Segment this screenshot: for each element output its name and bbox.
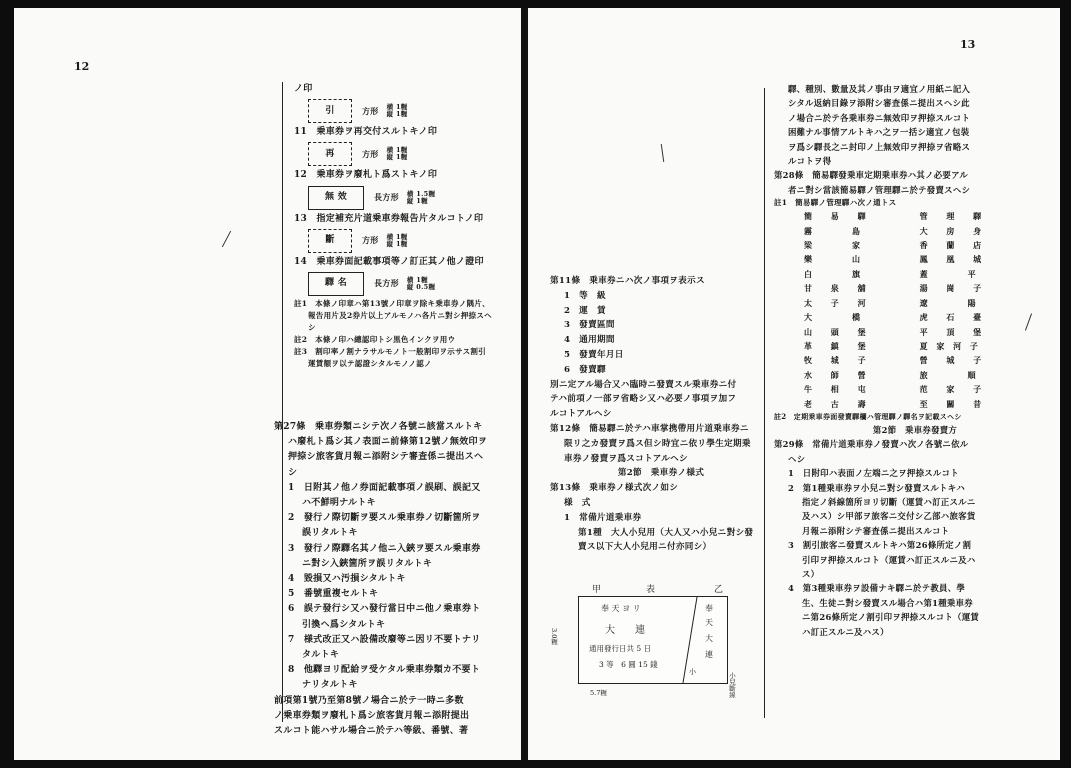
ticket-side-child: 小	[689, 668, 696, 676]
ticket-line2: 大 連	[605, 625, 645, 636]
stamp-row-14	[308, 270, 520, 298]
ticket-label-otsu: 乙	[714, 585, 724, 595]
stamp-box: 引	[308, 99, 352, 123]
ticket-label-kou: 甲	[592, 585, 602, 595]
stamp-box: 無 效	[308, 186, 364, 210]
item-number: 13	[294, 213, 308, 224]
stamp-box: 再	[308, 142, 352, 166]
ticket-side-1: 奉	[705, 604, 713, 613]
left-page	[14, 8, 524, 760]
item-number: 14	[294, 256, 308, 267]
stamp-shape: 長方形	[374, 192, 399, 202]
section-title: 第2節 乗車券ノ様式	[617, 468, 705, 479]
stamp-title: 乗車券ヲ廢札ト爲ストキノ印	[316, 170, 438, 181]
pencil-mark	[222, 231, 231, 247]
ticket-side-2: 天	[705, 618, 713, 627]
stamp-row-12	[308, 184, 520, 212]
article-27: 第27條 乗車券類ニシテ次ノ各號ニ該當スルトキ ハ廢札ト爲シ其ノ表面ニ前條第12號ノ無效印ヲ 押捺シ旅客貨月報ニ添附シテ審査係ニ提出スヘ シ 1 日附其ノ他ノ券面記載事項ノ誤刷、誤記又 ハ不鮮明ナルトキ 2 發行ノ際切斷ヲ要スル乗車券ノ切斷箇所ヲ 誤リタルトキ 3 發行ノ際驛名其ノ他ニ入鋏ヲ要スル乗車券 ニ對シ入鋏箇所ヲ誤リタルトキ 4 毀損又ハ汚損シタルトキ 5 番號重複セルトキ 6 誤テ發行シ又ハ發行當日中ニ他ノ乗車券ト 引換ヘ爲シタルトキ 7 様式改正又ハ設備改廢等ニ因リ不要トナリ タルトキ 8 他驛ヨリ配給ヲ受ケタル乗車券類カ不要ト ナリタルトキ 前項第1號乃至第8號ノ場合ニ於テ一時ニ多数 ノ乗車券類ヲ廢札ト爲シ旅客貨月報ニ添附提出 スルコト能ハサル場合ニ於テハ等級、番號、著	[274, 420, 522, 739]
stamp-row-13	[308, 227, 520, 255]
stamp-dims: 横 1糎 縦 1糎	[386, 232, 408, 248]
ticket-height-label: 3.0糎	[550, 628, 558, 645]
stamp-title: 指定補充片道乗車券報告片タルコトノ印	[316, 213, 484, 224]
stamp-row-11	[308, 140, 520, 168]
stamp-box: 斷	[308, 229, 352, 253]
stamp-title: 乗車券ヲ再交付スルトキノ印	[316, 127, 438, 138]
ticket-label-omote: 表	[646, 585, 656, 595]
page-number-right: 13	[960, 38, 976, 51]
section-2-title: 第2節 乗車券發賣方	[872, 424, 958, 435]
right-page	[528, 8, 1060, 760]
stamp-dims: 横 1.5糎 縦 1糎	[406, 189, 436, 205]
top-line: ノ印	[294, 84, 313, 94]
article-27-list: 1 日附其ノ他ノ券面記載事項ノ誤刷、誤記又 ハ不鮮明ナルトキ 2 發行ノ際切斷ヲ要スル乗車券ノ切斷箇所ヲ 誤リタルトキ 3 發行ノ際驛名其ノ他ニ入鋏ヲ要スル乗車券 ニ對シ入鋏箇所ヲ誤リタルトキ 4 毀損又ハ汚損シタルトキ 5 番號重複セルトキ 6 誤テ發行シ又ハ發行當日中ニ他ノ乗車券ト 引換ヘ爲シタルトキ 7 様式改正又ハ設備改廢等ニ因リ不要トナリ タルトキ 8 他驛ヨリ配給ヲ受ケタル乗車券類カ不要ト ナリタルトキ	[288, 482, 481, 691]
ticket-line4: 3 等 6 圓 15 錢	[599, 660, 658, 669]
left-column	[294, 82, 520, 370]
stamp-dims: 横 1糎 縦 1糎	[386, 103, 408, 119]
ticket-side-3: 大	[705, 634, 713, 643]
ticket-line3: 通用發行日共 5 日	[589, 644, 652, 653]
ticket-line1: 奉 天 ヨ リ	[601, 604, 641, 613]
stamp-shape: 方形	[362, 235, 379, 246]
ticket-side-4: 連	[705, 650, 713, 659]
item-number: 11	[294, 127, 308, 138]
pencil-mark	[661, 144, 664, 162]
page-number-left: 12	[74, 60, 90, 73]
stamp-shape: 長方形	[374, 278, 399, 289]
right-column: 驛、種別、數量及其ノ事由ヲ適宜ノ用紙ニ記入 シタル返納目錄ヲ添附シ審査係ニ提出スヘシ此 ノ場合ニ於テ各乗車券ニ無效印ヲ押捺スルコト 困難ナル事情アルトキハ之ヲ一括シ適宜ノ包裝 ヲ爲シ驛長之ニ封印ノ上無效印ヲ押捺ヲ省略ス ルコトヲ得 第28條 簡易驛發乗車定期乗車券ハ其ノ必要アル 者ニ對シ當該簡易驛ノ管理驛ニ於テ發賣スヘシ 註1 簡易驛ノ管理驛ハ次ノ通トス 簡 易 驛 管 理 驛 霧 島 大 房 身 梁 家 香 蘭 店 樂 山 鳳 凰 城 白 旗 蓋 平 甘 泉 舖 湯 崗 子 太 子 河 遼 陽 大 橋 虎 石 臺 山 頭 堡 平 頂 堡 革 鎮 堡 夏 家 河 子 牧 城 子 營 城 子 水 師 營 旅 順 牛 相 屯 范 家 子 老 古 壽 至 關 昔 註2 定期乗車券面發賣驛欄ハ管理驛ノ驛名ヲ記載スヘシ 第2節 乗車券發賣方 第29條 常備片道乗車券ノ發賣ハ次ノ各號ニ依ル ヘシ 1 日附印ハ表面ノ左端ニ之ヲ押捺スルコト 2 第1種乗車券ヲ小兒ニ對シ發賣スルトキハ 指定ノ斜線箇所ヨリ切斷（運賃ハ訂正スルニ 及ハス）シ甲部ヲ旅客ニ交付シ乙部ハ旅客貨 月報ニ添附シテ審査係ニ提出スルコト 3 割引旅客ニ發賣スルトキハ第26條所定ノ割 引印ヲ押捺スルコト（運賃ハ訂正スルニ及ハ ス） 4 第3種乗車券ヲ設備ナキ驛ニ於テ教員、學 生、生徒ニ對シ發賣スル場合ハ第1種乗車券 ニ第26條所定ノ割引印ヲ押捺スルコト（運賃 ハ訂正スルニ及ハス）	[774, 82, 1056, 639]
item-number: 12	[294, 170, 308, 181]
stamp-shape: 方形	[362, 148, 379, 159]
station-table: 簡 易 驛 管 理 驛 霧 島 大 房 身 梁 家 香 蘭 店 樂 山 鳳 凰 城 白 旗 蓋 平 甘 泉 舖 湯 崗 子 太 子 河 遼 陽 大 橋 虎 石 臺 山 頭 堡 平 頂 堡 革 鎮 堡 夏 家 河 子 牧 城 子 營 城 子 水 師 營 旅 順 牛 相 屯 范 家 子 老 古 壽 至 關 昔	[804, 211, 990, 409]
stamp-dims: 横 1糎 縦 0.5糎	[406, 276, 436, 292]
ticket-width-label: 5.7糎	[590, 689, 607, 697]
ticket-specimen	[578, 596, 728, 684]
stamp-box: 驛 名	[308, 272, 364, 296]
stamp-shape: 方形	[362, 105, 379, 116]
stamp-title: 乗車券面記載事項等ノ訂正其ノ他ノ證印	[316, 256, 484, 267]
stamp-row-10	[308, 97, 520, 125]
notes: 註1 本條ノ印章ハ第13號ノ印章ヲ除キ乗車券ノ隅片、 報告用片及2券片以上アルモノハ各片ニ對シ押捺スヘ シ 註2 本條ノ印ハ總認印トシ黒色インクヲ用ウ 註3 割印率ノ割ナラサルモノト一般割印ヲ示サス割引 運賃額ヲ以テ認證シタルモノノ認ノ	[294, 299, 492, 369]
stamp-dims: 横 1糎 縦 1糎	[386, 146, 408, 162]
middle-column: 第11條 乗車券ニハ次ノ事項ヲ表示ス 1 等 級 2 運 賃 3 發賣區間 4 通用期間 5 發賣年月日 6 發賣驛 別ニ定アル場合又ハ臨時ニ發賣スル乗車券ニ付 テハ前項ノ一部ヲ省略シ又ハ必要ノ事項ヲ加フ ルコトアルヘシ 第12條 簡易驛ニ於テハ車掌携帶用片道乗車券ニ 限リ之カ發賣ヲ爲ス但シ時宜ニ依リ學生定期乗 車券ノ發賣ヲ爲スコトアルヘシ 第2節 乗車券ノ様式 第13條 乗車券ノ様式次ノ如シ 様 式 1 常備片道乗車券 第1種 大人小兒用（大人又ハ小兒ニ對シ發 賣ス以下大人小兒用ニ付亦同シ）	[550, 274, 772, 555]
ticket-child-label: 小兒斷線	[728, 672, 736, 698]
